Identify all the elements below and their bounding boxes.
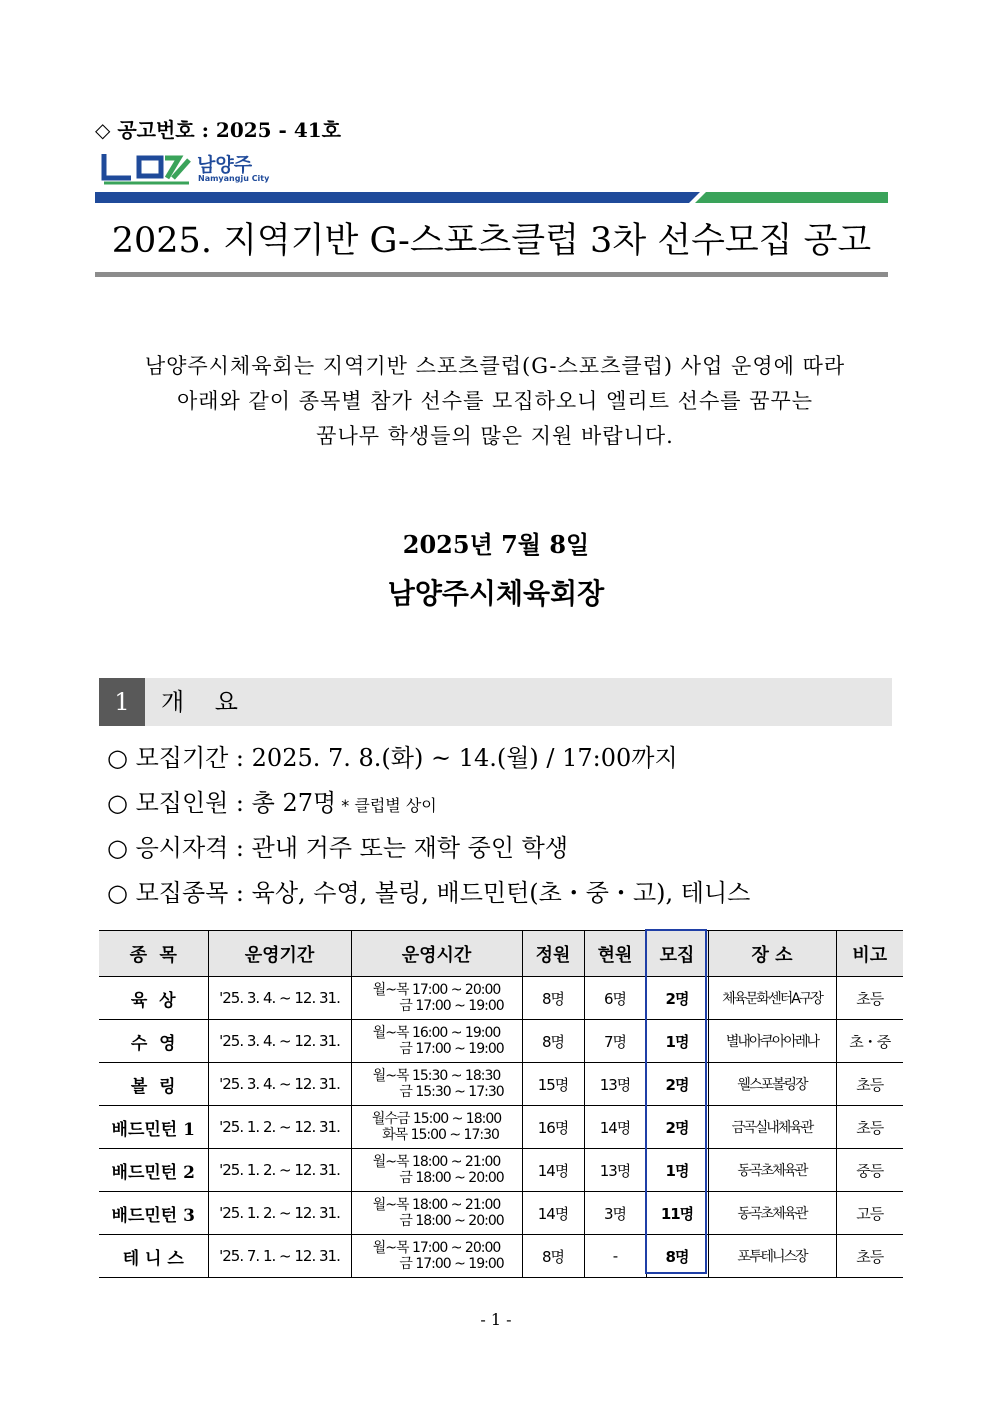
current-cell: 3명 [584, 1192, 646, 1235]
table-row [99, 1063, 903, 1106]
recruit-count-note: * 클럽별 상이 [336, 796, 437, 815]
header-sport: 종 목 [99, 931, 208, 977]
recruit-cell: 1명 [646, 1149, 708, 1192]
table-row [99, 977, 903, 1020]
period-cell: '25. 3. 4. ~ 12. 31. [208, 1020, 351, 1063]
header-period: 운영기간 [208, 931, 351, 977]
title-underline [95, 272, 888, 277]
hours-friday: 금 17:00 ~ 19:00 [399, 1041, 504, 1057]
venue-cell: 동곡초체육관 [708, 1149, 836, 1192]
hours-weekday: 월~목 18:00 ~ 21:00 [372, 1154, 501, 1170]
document-issuer: 남양주시체육회장 [387, 577, 605, 610]
hours-cell [351, 1020, 522, 1063]
recruit-cell: 1명 [646, 1020, 708, 1063]
table-header-row [99, 931, 903, 977]
intro-line: 꿈나무 학생들의 많은 지원 바랍니다. [316, 424, 674, 448]
header-recruit: 모집 [646, 931, 708, 977]
page-number: - 1 - [480, 1310, 512, 1329]
hours-cell [351, 1235, 522, 1278]
note-cell: 초등 [836, 1235, 903, 1278]
period-cell: '25. 1. 2. ~ 12. 31. [208, 1192, 351, 1235]
header-venue: 장 소 [708, 931, 836, 977]
hours-weekday: 월수금 15:00 ~ 18:00 [371, 1111, 502, 1127]
bullet-sports: ○ 모집종목 : 육상, 수영, 볼링, 배드민턴(초・중・고), 테니스 [107, 879, 751, 907]
quota-cell: 16명 [522, 1106, 584, 1149]
intro-line: 아래와 같이 종목별 참가 선수를 모집하오니 엘리트 선수를 꿈꾸는 [176, 389, 814, 413]
sport-cell: 볼 링 [99, 1063, 208, 1106]
current-cell: 6명 [584, 977, 646, 1020]
period-cell: '25. 3. 4. ~ 12. 31. [208, 1063, 351, 1106]
hours-cell [351, 977, 522, 1020]
recruitment-table [99, 930, 903, 1278]
namyangju-logo [101, 150, 271, 190]
hours-weekday: 월~목 15:30 ~ 18:30 [372, 1068, 501, 1084]
table-row [99, 1149, 903, 1192]
logo-mark-icon [101, 150, 193, 186]
note-cell: 고등 [836, 1192, 903, 1235]
header-color-stripe [95, 192, 888, 203]
quota-cell: 15명 [522, 1063, 584, 1106]
hours-friday: 금 17:00 ~ 19:00 [399, 998, 504, 1014]
bullet-recruit-count [107, 786, 437, 823]
intro-paragraph [60, 349, 930, 454]
hours-friday: 금 15:30 ~ 17:30 [399, 1084, 504, 1100]
sport-cell: 테 니 스 [99, 1235, 208, 1278]
hours-friday: 금 17:00 ~ 19:00 [399, 1256, 504, 1272]
note-cell: 초등 [836, 1106, 903, 1149]
quota-cell: 14명 [522, 1192, 584, 1235]
table-row [99, 1020, 903, 1063]
table-row [99, 1235, 903, 1278]
recruit-cell: 11명 [646, 1192, 708, 1235]
recruit-cell: 2명 [646, 1106, 708, 1149]
current-cell: 13명 [584, 1149, 646, 1192]
venue-cell: 웰스포볼링장 [708, 1063, 836, 1106]
quota-cell: 8명 [522, 1020, 584, 1063]
recruit-cell: 2명 [646, 1063, 708, 1106]
header-quota: 정원 [522, 931, 584, 977]
sport-cell: 배드민턴 2 [99, 1149, 208, 1192]
sport-cell: 육 상 [99, 977, 208, 1020]
hours-weekday: 월~목 17:00 ~ 20:00 [372, 982, 501, 998]
current-cell: 7명 [584, 1020, 646, 1063]
period-cell: '25. 7. 1. ~ 12. 31. [208, 1235, 351, 1278]
document-date: 2025년 7월 8일 [402, 530, 590, 559]
bullet-recruit-period: ○ 모집기간 : 2025. 7. 8.(화) ~ 14.(월) / 17:00까지 [107, 744, 678, 772]
quota-cell: 8명 [522, 977, 584, 1020]
recruit-count-text: ○ 모집인원 : 총 27명 [107, 789, 337, 817]
hours-weekday: 월~목 17:00 ~ 20:00 [372, 1240, 501, 1256]
quota-cell: 8명 [522, 1235, 584, 1278]
hours-cell [351, 1106, 522, 1149]
current-cell: 13명 [584, 1063, 646, 1106]
current-cell: 14명 [584, 1106, 646, 1149]
logo-english-name: Namyangju City [198, 174, 270, 183]
period-cell: '25. 1. 2. ~ 12. 31. [208, 1106, 351, 1149]
venue-cell: 동곡초체육관 [708, 1192, 836, 1235]
hours-cell [351, 1192, 522, 1235]
intro-line: 남양주시체육회는 지역기반 스포츠클럽(G-스포츠클럽) 사업 운영에 따라 [144, 354, 846, 378]
hours-cell [351, 1149, 522, 1192]
note-cell: 초등 [836, 1063, 903, 1106]
note-cell: 초・중 [836, 1020, 903, 1063]
venue-cell: 별내아쿠아아레나 [708, 1020, 836, 1063]
section-header-overview [99, 678, 892, 726]
bullet-qualification: ○ 응시자격 : 관내 거주 또는 재학 중인 학생 [107, 834, 569, 862]
header-hours: 운영시간 [351, 931, 522, 977]
sport-cell: 배드민턴 3 [99, 1192, 208, 1235]
document-title: 2025. 지역기반 G-스포츠클럽 3차 선수모집 공고 [111, 221, 872, 261]
header-note: 비고 [836, 931, 903, 977]
hours-cell [351, 1063, 522, 1106]
table-row [99, 1192, 903, 1235]
recruit-cell: 8명 [646, 1235, 708, 1278]
hours-weekday: 월~목 16:00 ~ 19:00 [372, 1025, 501, 1041]
period-cell: '25. 3. 4. ~ 12. 31. [208, 977, 351, 1020]
hours-friday: 화목 15:00 ~ 17:30 [382, 1127, 499, 1143]
hours-friday: 금 18:00 ~ 20:00 [399, 1213, 504, 1229]
header-current: 현원 [584, 931, 646, 977]
venue-cell: 금곡실내체육관 [708, 1106, 836, 1149]
hours-weekday: 월~목 18:00 ~ 21:00 [372, 1197, 501, 1213]
venue-cell: 체육문화센터A구장 [708, 977, 836, 1020]
recruit-cell: 2명 [646, 977, 708, 1020]
table-row [99, 1106, 903, 1149]
notice-number: ◇ 공고번호 : 2025 - 41호 [95, 118, 341, 142]
hours-friday: 금 18:00 ~ 20:00 [399, 1170, 504, 1186]
sport-cell: 수 영 [99, 1020, 208, 1063]
period-cell: '25. 1. 2. ~ 12. 31. [208, 1149, 351, 1192]
quota-cell: 14명 [522, 1149, 584, 1192]
note-cell: 초등 [836, 977, 903, 1020]
logo-korean-name: 남양주 [197, 154, 253, 176]
current-cell: - [584, 1235, 646, 1278]
section-title: 개 요 [161, 688, 238, 716]
section-number: 1 [99, 678, 145, 726]
note-cell: 중등 [836, 1149, 903, 1192]
venue-cell: 포투테니스장 [708, 1235, 836, 1278]
sport-cell: 배드민턴 1 [99, 1106, 208, 1149]
